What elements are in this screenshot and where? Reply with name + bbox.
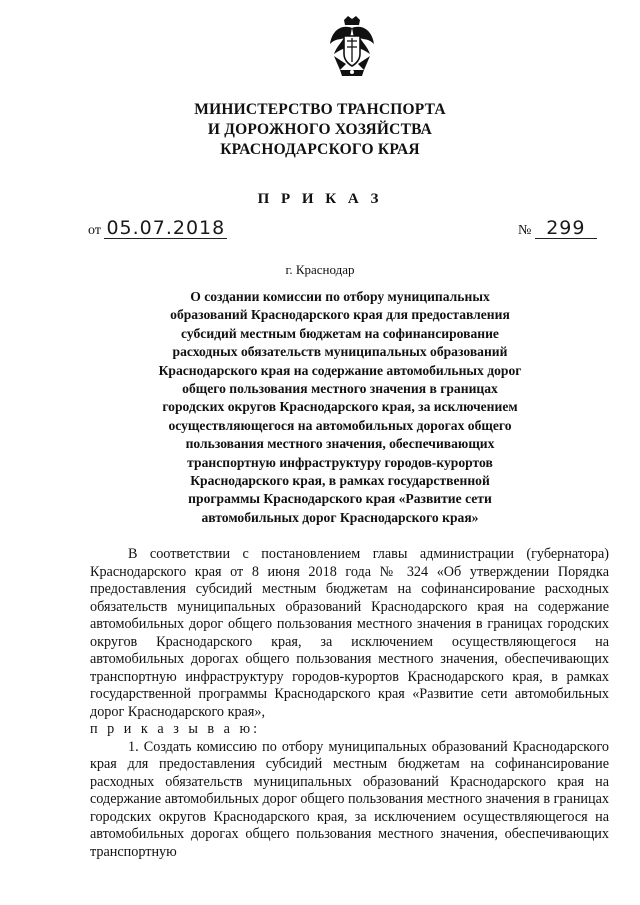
clause-1-paragraph: 1. Создать комиссию по отбору муниципальных образований Краснодарского края для предоставления субсидий местным бюджетам на софинансирование расходных обязательств муниципальных образований Краснодарского края на содержание автомобильных дорог общего пользования местного значения в границах городских округов Краснодарского края, за исключением осуществляющегося на автомобильных дорогах общего пользования местного значения, обеспечивающих транспортную [90,738,609,860]
order-number [518,218,597,239]
ministry-line-2: И ДОРОЖНОГО ХОЗЯЙСТВА [207,121,433,138]
subject-line: городских округов Краснодарского края, за исключением [162,399,518,415]
preamble-paragraph: В соответствии с постановлением главы администрации (губернатора) Краснодарского края от 8 июня 2018 года № 324 «Об утверждении Порядка предоставления субсидий местным бюджетам на софинансирование расходных обязательств муниципальных образований Краснодарского края на содержание автомобильных дорог общего пользования местного значения в границах городских округов Краснодарского края, за исключением осуществляющегося на автомобильных дорогах общего пользования местного значения, обеспечивающих транспортную инфраструктуру городов-курортов Краснодарского края, в рамках государственной программы Краснодарского края «Развитие сети автомобильных дорог Краснодарского края», [90,546,609,720]
ministry-header [0,100,640,160]
date-value: 05.07.2018 [106,217,226,239]
order-body [90,546,609,861]
ministry-line-1: МИНИСТЕРСТВО ТРАНСПОРТА [194,101,446,118]
subject-line: Краснодарского края на содержание автомобильных дорог [158,362,522,378]
subject-line: Краснодарского края, в рамках государственной [190,473,490,489]
number-value: 299 [535,218,597,239]
number-prefix: № [518,223,532,238]
order-subject [140,288,540,527]
subject-line: общего пользования местного значения в границах [182,381,498,397]
order-title: П Р И К А З [257,191,383,207]
subject-line: О создании комиссии по отбору муниципальных [190,289,490,304]
subject-line: пользования местного значения, обеспечивающих [185,436,495,452]
coat-of-arms-icon [326,14,378,80]
date-prefix: от [88,223,101,238]
subject-line: образований Краснодарского края для предоставления [170,307,510,323]
ministry-line-3: КРАСНОДАРСКОГО КРАЯ [220,141,420,158]
city: г. Краснодар [285,262,355,277]
subject-line: транспортную инфраструктуру городов-курортов [187,454,493,470]
decree-word: п р и к а з ы в а ю: [90,721,261,737]
subject-line: автомобильных дорог Краснодарского края» [201,509,479,525]
order-date [88,218,227,239]
subject-line: расходных обязательств муниципальных образований [172,344,508,360]
subject-line: субсидий местным бюджетам на софинансирование [181,325,499,341]
subject-line: осуществляющегося на автомобильных дорогах общего [168,417,512,433]
subject-line: программы Краснодарского края «Развитие сети [188,491,492,507]
